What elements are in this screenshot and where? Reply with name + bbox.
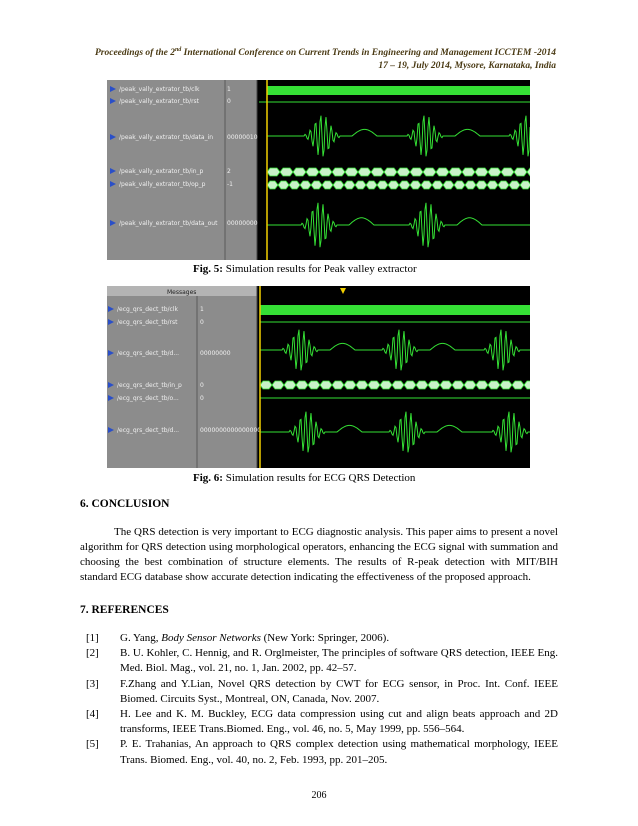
analog-waveform — [260, 412, 530, 453]
fig6-messages-title: Messages — [167, 289, 197, 296]
bus-segment — [344, 181, 355, 189]
reference-item: [3] F.Zhang and Y.Lian, Novel QRS detection by CWT for ECG sensor, in Proc. Int. Conf. IEEE Biomed. Circuits Syst., Montreal, ON, Canada, Nov. 2007. — [86, 677, 558, 705]
bus-segment — [380, 381, 392, 389]
bus-segment — [356, 381, 368, 389]
signal-value: 00000000 — [227, 220, 258, 227]
bus-segment — [344, 381, 356, 389]
bus-segment — [421, 181, 432, 189]
bus-segment — [527, 168, 530, 176]
conference-header — [95, 44, 556, 72]
bus-segment — [416, 381, 428, 389]
bus-segment — [410, 181, 421, 189]
bus-segment — [509, 181, 520, 189]
signal-value: 1 — [227, 86, 231, 93]
reference-item: [1] G. Yang, Body Sensor Networks (New York: Springer, 2006). — [86, 632, 390, 644]
bus-segment — [388, 181, 399, 189]
signal-name[interactable]: /peak_vally_extrator_tb/data_out — [119, 220, 218, 227]
bus-segment — [432, 181, 443, 189]
bus-segment — [366, 181, 377, 189]
bus-segment — [280, 168, 293, 176]
bus-segment — [300, 181, 311, 189]
signal-name[interactable]: /peak_vally_extrator_tb/op_p — [119, 181, 206, 188]
clock-waveform — [267, 86, 530, 95]
bus-segment — [260, 381, 272, 389]
header-line-1: Proceedings of the 2nd International Conference on Current Trends in Engineering and Management ICCTEM -2014 — [95, 47, 556, 59]
bus-segment — [475, 168, 488, 176]
analog-waveform — [267, 203, 530, 247]
bus-segment — [384, 168, 397, 176]
bus-segment — [345, 168, 358, 176]
bus-segment — [443, 181, 454, 189]
bus-segment — [358, 168, 371, 176]
bus-segment — [440, 381, 452, 389]
bus-segment — [284, 381, 296, 389]
bus-segment — [355, 181, 366, 189]
bus-segment — [454, 181, 465, 189]
bus-segment — [404, 381, 416, 389]
signal-name[interactable]: /ecg_qrs_dect_tb/d... — [117, 427, 180, 434]
signal-value: -1 — [227, 181, 233, 188]
bus-segment — [449, 168, 462, 176]
signal-value: 00000010 — [227, 134, 258, 141]
bus-segment — [410, 168, 423, 176]
bus-segment — [371, 168, 384, 176]
bus-segment — [436, 168, 449, 176]
bus-segment — [289, 181, 300, 189]
bus-segment — [267, 168, 280, 176]
bus-segment — [514, 168, 527, 176]
signal-value: 0 — [227, 98, 231, 105]
clock-waveform — [260, 305, 530, 315]
bus-segment — [322, 181, 333, 189]
fig6-waveform-svg — [107, 286, 530, 468]
signal-value: 0000000000000000 — [200, 427, 262, 434]
bus-segment — [397, 168, 410, 176]
signal-value: 0 — [200, 382, 204, 389]
conclusion-heading: 6. CONCLUSION — [80, 498, 170, 510]
bus-segment — [462, 168, 475, 176]
bus-segment — [520, 181, 530, 189]
bus-segment — [368, 381, 380, 389]
bus-segment — [512, 381, 524, 389]
fig5-caption: Fig. 5: Simulation results for Peak valley extractor — [193, 263, 417, 275]
analog-waveform — [267, 116, 530, 157]
signal-value: 2 — [227, 168, 231, 175]
bus-segment — [498, 181, 509, 189]
signal-name[interactable]: /ecg_qrs_dect_tb/in_p — [117, 382, 182, 389]
bus-segment — [476, 381, 488, 389]
signal-value: 00000000 — [200, 350, 231, 357]
reference-item: [2] B. U. Kohler, C. Hennig, and R. Orglmeister, The principles of software QRS detection, IEEE Eng. Med. Biol. Mag., vol. 21, no. 1, Jan. 2002, pp. 42–57. — [86, 647, 558, 675]
bus-segment — [399, 181, 410, 189]
bus-segment — [267, 181, 278, 189]
signal-name[interactable]: /ecg_qrs_dect_tb/o... — [117, 395, 179, 402]
bus-segment — [377, 181, 388, 189]
bus-segment — [320, 381, 332, 389]
fig6-waveform — [107, 286, 530, 468]
fig5-waveform — [107, 80, 530, 260]
bus-segment — [332, 381, 344, 389]
bus-segment — [333, 181, 344, 189]
bus-segment — [278, 181, 289, 189]
bus-segment — [332, 168, 345, 176]
bus-segment — [293, 168, 306, 176]
signal-value: 0 — [200, 319, 204, 326]
bus-segment — [476, 181, 487, 189]
reference-list — [86, 631, 558, 768]
signal-name[interactable]: /ecg_qrs_dect_tb/rst — [117, 319, 178, 326]
bus-segment — [272, 381, 284, 389]
bus-segment — [423, 168, 436, 176]
bus-segment — [319, 168, 332, 176]
signal-name[interactable]: /peak_vally_extrator_tb/rst — [119, 98, 200, 105]
reference-item: [4] H. Lee and K. M. Buckley, ECG data compression using cut and align beats approach and 2D transforms, IEEE Trans.Biomed. Eng., vol. 46, no. 5, May 1999, pp. 556–564. — [86, 708, 558, 736]
bus-segment — [500, 381, 512, 389]
signal-name[interactable]: /ecg_qrs_dect_tb/d... — [117, 350, 180, 357]
signal-name[interactable]: /peak_vally_extrator_tb/data_in — [119, 134, 214, 141]
signal-value: 1 — [200, 306, 204, 313]
signal-name[interactable]: /peak_vally_extrator_tb/clk — [119, 86, 200, 93]
bus-segment — [311, 181, 322, 189]
bus-segment — [464, 381, 476, 389]
reference-item: [5] P. E. Trahanias, An approach to QRS complex detection using mathematical morphology, IEEE Trans. Biomed. Eng., vol. 40, no. 2, Feb. 1993, pp. 201–205. — [86, 738, 558, 766]
bus-segment — [501, 168, 514, 176]
bus-segment — [392, 381, 404, 389]
fig6-caption: Fig. 6: Simulation results for ECG QRS Detection — [193, 472, 416, 484]
page-number: 206 — [311, 790, 327, 801]
header-line-2: 17 – 19, July 2014, Mysore, Karnataka, India — [378, 60, 556, 71]
bus-segment — [488, 168, 501, 176]
signal-value: 0 — [200, 395, 204, 402]
bus-segment — [524, 381, 530, 389]
bus-segment — [296, 381, 308, 389]
signal-name[interactable]: /ecg_qrs_dect_tb/clk — [117, 306, 178, 313]
analog-waveform — [260, 330, 530, 371]
conclusion-paragraph: The QRS detection is very important to ECG diagnostic analysis. This paper aims to present a novel algorithm for QRS detection using morphological operators, enhancing the ECG signal with summation and choosing the best combination of structure elements. The results of R-peak detection with MIT/BIH standard ECG database show accurate detection indicating the effectiveness of the proposed approach. — [80, 526, 558, 584]
references-heading: 7. REFERENCES — [80, 604, 169, 616]
bus-segment — [306, 168, 319, 176]
bus-segment — [488, 381, 500, 389]
signal-name[interactable]: /peak_vally_extrator_tb/in_p — [119, 168, 204, 175]
bus-segment — [308, 381, 320, 389]
bus-segment — [452, 381, 464, 389]
bus-segment — [465, 181, 476, 189]
bus-segment — [487, 181, 498, 189]
bus-segment — [428, 381, 440, 389]
fig5-waveform-svg — [107, 80, 530, 260]
